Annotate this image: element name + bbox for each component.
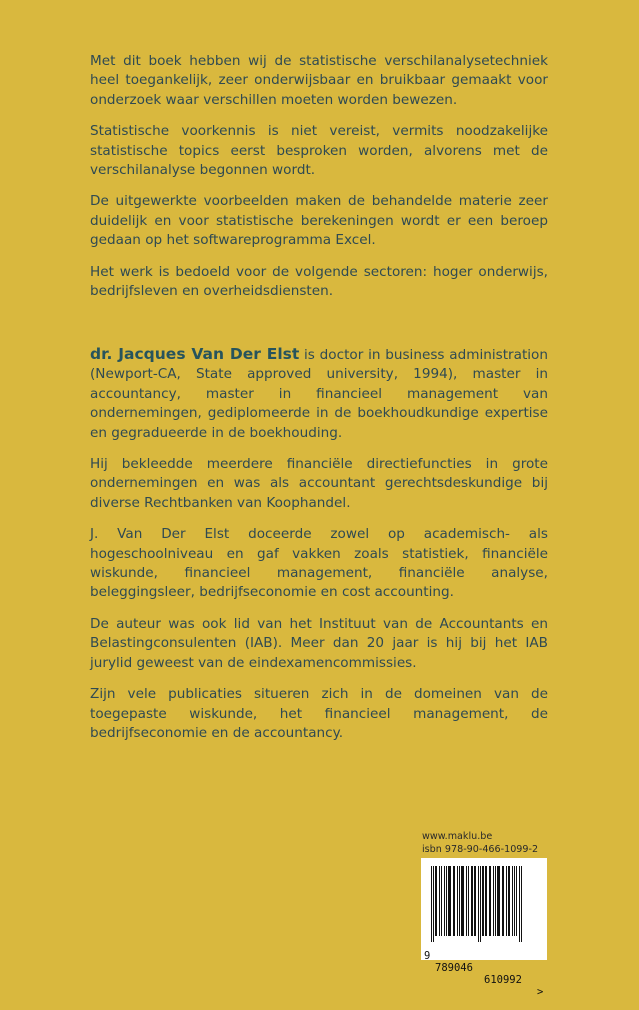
book-description: [90, 52, 548, 313]
isbn-barcode: [421, 858, 547, 998]
description-paragraph: De uitgewerkte voorbeelden maken de behandelde materie zeer duidelijk en voor statistische berekeningen wordt er een beroep gedaan op het softwareprogramma Excel.: [90, 193, 548, 249]
description-paragraph: Het werk is bedoeld voor de volgende sectoren: hoger onderwijs, bedrijfsleven en overheidsdiensten.: [90, 263, 548, 300]
bio-paragraph: Hij bekleedde meerdere financiële directiefuncties in grote ondernemingen en was als accountant gerechtsdeskundige bij diverse Rechtbanken van Koophandel.: [90, 456, 548, 511]
barcode-left-group: 789046: [435, 962, 473, 974]
publisher-website: www.maklu.be: [422, 831, 493, 842]
author-intro-paragraph: [90, 345, 548, 443]
author-name: dr. Jacques Van Der Elst: [90, 345, 300, 363]
barcode-digits: [421, 938, 547, 1010]
barcode-right-group: 610992: [484, 974, 522, 986]
description-paragraph: Statistische voorkennis is niet vereist, vermits noodzakelijke statistische topics eerst besproken worden, alvorens met de verschilanalyse begonnen wordt.: [90, 123, 548, 179]
bio-paragraph: De auteur was ook lid van het Instituut van de Accountants en Belastingconsulenten (IAB). Meer dan 20 jaar is hij bij het IAB jurylid geweest van de eindexamencommissies.: [90, 615, 548, 671]
description-paragraph: Met dit boek hebben wij de statistische verschilanalysetechniek heel toegankelijk, zeer onderwijsbaar en bruikbaar gemaakt voor onderzoek waar verschillen moeten worden bewezen.: [90, 53, 548, 108]
isbn-number: isbn 978-90-466-1099-2: [422, 844, 539, 855]
barcode-first-digit: 9: [424, 950, 431, 962]
author-intro-text: is doctor in business administration (Newport-CA, State approved university, 1994), master in accountancy, master in financieel management van ondernemingen, gediplomeerde in de boekhoudkundige expertise en gegradueerde in de boekhouding.: [90, 347, 548, 441]
bio-paragraph: Zijn vele publicaties situeren zich in de domeinen van de toegepaste wiskunde, het financieel management, de bedrijfseconomie en de accountancy.: [90, 686, 548, 741]
publisher-info: [422, 830, 538, 856]
bio-paragraph: J. Van Der Elst doceerde zowel op academisch- als hogeschoolniveau en gaf vakken zoals statistiek, financiële wiskunde, financieel management, financiële analyse, beleggingsleer, bedrijfseconomie en cost accounting.: [90, 526, 548, 601]
barcode-quiet-mark: >: [537, 986, 544, 998]
author-biography: [90, 345, 548, 755]
